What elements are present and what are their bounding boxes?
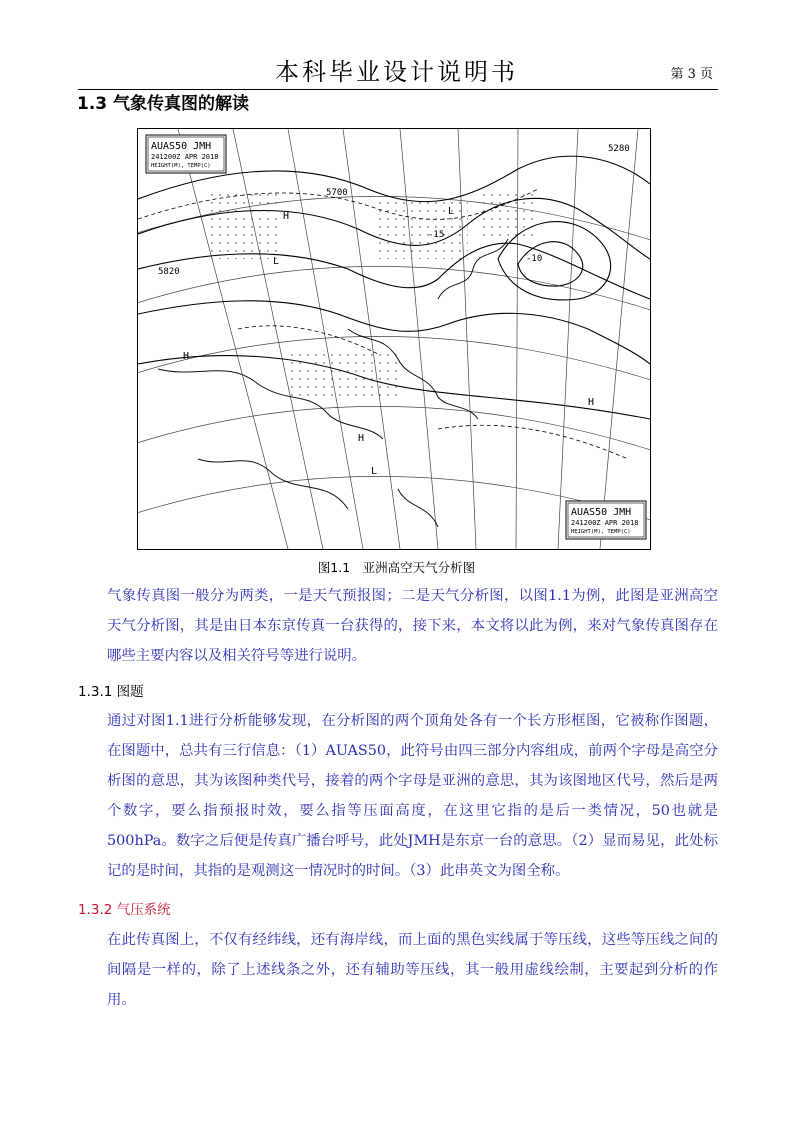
map-label-high: H — [358, 433, 365, 444]
subsection-title-text: 通过对图1.1进行分析能够发现，在分析图的两个顶角处各有一个长方形框图，它被称作图题，在图题中，总共有三行信息：（1）AUAS50，此符号由四三部分内容组成，前两个字母是高空分析图的意思，其为该图种类代号，接着的两个字母是亚洲的意思，其为该图地区代号，然后是两个数字，要么指预报时效，要么指等压面高度，在这里它指的是后一类情况，50也就是500hPa。数字之后便是传真广播台呼号，此处JMH是东京一台的意思。（2）显而易见，此处标记的是时间，其指的是观测这一情况时的时间。（3）此串英文为图全称。 — [107, 713, 718, 879]
subsection-heading-title: 1.3.1 图题 — [78, 684, 144, 700]
station-plot-cluster — [288, 349, 398, 399]
contour-value: 5700 — [326, 188, 348, 198]
page-number: 第 3 页 — [670, 67, 713, 82]
map-label-low: L — [448, 206, 455, 217]
isotherm-value: -10 — [526, 254, 543, 264]
title-box-code: AUAS50 JMH — [571, 507, 632, 518]
station-plot-cluster — [478, 189, 538, 239]
header-divider — [78, 89, 718, 90]
intro-text: 气象传真图一般分为两类，一是天气预报图；二是天气分析图，以图1.1为例，此图是亚洲高空天气分析图，其是由日本东京传真一台获得的，接下来，本文将以此为例，来对气象传真图存在哪些主要内容以及相关符号等进行说明。 — [107, 588, 718, 664]
figure-caption: 图1.1 亚洲高空天气分析图 — [317, 560, 476, 575]
map-label-low: L — [371, 466, 378, 477]
title-box-name: HEIGHT(M), TEMP(C) — [571, 529, 631, 535]
weather-fax-map — [137, 128, 651, 550]
subsection-pressure-paragraph — [78, 925, 718, 1015]
contour-value: 5820 — [158, 267, 180, 277]
map-label-high: H — [588, 397, 595, 408]
title-box-name: HEIGHT(M), TEMP(C) — [151, 163, 211, 169]
document-title: 本科毕业设计说明书 — [275, 58, 518, 86]
station-plot-cluster — [208, 189, 283, 259]
contour-value: 5280 — [608, 144, 630, 154]
weather-map-graphic — [138, 129, 650, 549]
section-heading: 1.3 气象传真图的解读 — [77, 94, 250, 114]
title-box-time: 241200Z APR 2018 — [571, 519, 639, 527]
isotherm-value: -15 — [428, 230, 445, 240]
map-label-low: L — [273, 256, 280, 267]
title-box-code: AUAS50 JMH — [151, 141, 212, 152]
title-box-time: 241200Z APR 2018 — [151, 153, 219, 161]
title-box-bottom-right — [566, 501, 646, 539]
map-label-high: H — [183, 351, 190, 362]
subsection-pressure-text: 在此传真图上，不仅有经纬线，还有海岸线，而上面的黑色实线属于等压线，这些等压线之间的间隔是一样的，除了上述线条之外，还有辅助等压线，其一般用虚线绘制，主要起到分析的作用。 — [107, 932, 718, 1008]
title-box-top-left — [146, 135, 226, 173]
subsection-heading-pressure: 1.3.2 气压系统 — [78, 902, 171, 918]
subsection-title-paragraph — [78, 706, 718, 886]
map-label-high: H — [283, 211, 290, 222]
intro-paragraph — [78, 581, 718, 671]
station-plot-cluster — [378, 199, 468, 259]
